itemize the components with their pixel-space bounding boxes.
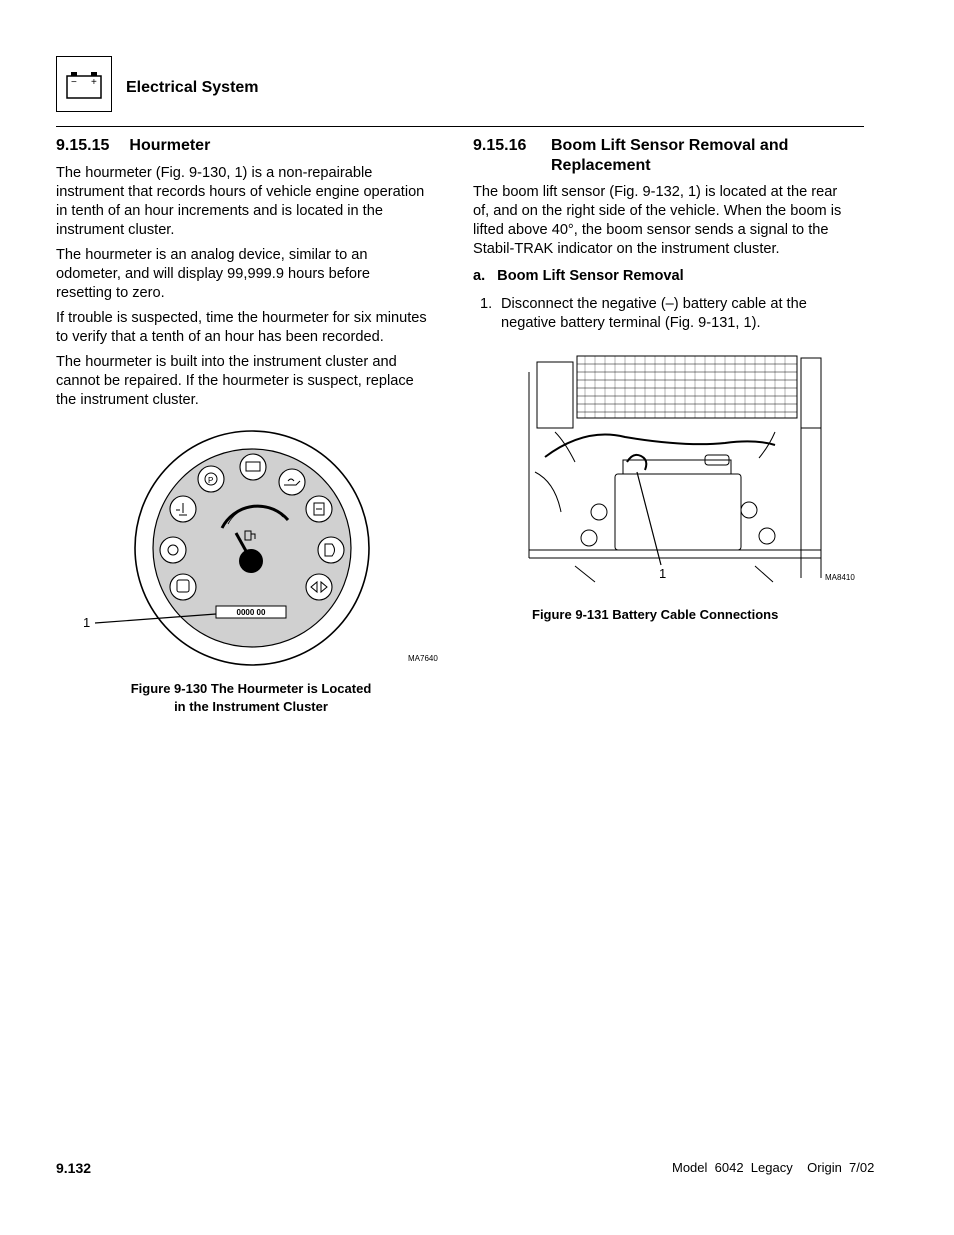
step-text	[501, 295, 861, 333]
mount-bolt-lower-left	[581, 530, 597, 546]
title-line: Replacement	[551, 157, 651, 174]
caption-line: Figure 9-130 The Hourmeter is Located	[130, 681, 372, 696]
text-line: Disconnect the negative (–) battery cable at the	[501, 296, 807, 312]
battery-minus-sign: −	[71, 77, 77, 88]
section-number: 9.15.16	[473, 137, 527, 154]
text-line: of, and on the right side of the vehicle. When the boom is	[473, 203, 842, 219]
page-number: 9.132	[56, 1160, 92, 1176]
model-origin: Model 6042 Legacy Origin 7/02	[672, 1160, 875, 1175]
park-brake-letter: P	[208, 476, 214, 485]
figure-caption-9-130	[96, 680, 406, 716]
frame-crossmember	[529, 550, 821, 558]
title-line: Boom Lift Sensor Removal and	[551, 137, 789, 154]
text-line: Stabil-TRAK indicator on the instrument cluster.	[473, 241, 780, 257]
instrument-cluster-figure	[70, 430, 460, 670]
boom-sensor-body	[473, 183, 873, 259]
paragraph	[56, 309, 456, 347]
text-line: instrument that records hours of vehicle engine operation	[56, 184, 425, 200]
text-line: If trouble is suspected, time the hourmeter for six minutes	[56, 310, 427, 326]
hourmeter-readout: 0000 00	[236, 608, 266, 617]
figure-code: MA8410	[825, 573, 855, 582]
left-frame-post	[537, 362, 573, 428]
mount-bolt-lower-right	[759, 528, 775, 544]
figure-caption-9-131: Figure 9-131 Battery Cable Connections	[532, 607, 779, 622]
mount-bolt-right	[741, 502, 757, 518]
text-line: lifted above 40°, the boom sensor sends a signal to the	[473, 222, 829, 238]
text-line: The hourmeter (Fig. 9-130, 1) is a non-repairable	[56, 165, 373, 181]
battery-body	[615, 474, 741, 550]
text-line: The boom lift sensor (Fig. 9-132, 1) is located at the rear	[473, 184, 838, 200]
text-line: resetting to zero.	[56, 285, 165, 301]
text-line: to verify that a tenth of an hour has been recorded.	[56, 329, 384, 345]
figure-code: MA7640	[408, 654, 438, 663]
text-line: instrument cluster.	[56, 222, 175, 238]
text-line: cannot be repaired. If the hourmeter is suspect, replace	[56, 373, 414, 389]
callout-number: 1	[83, 615, 91, 630]
header-rule	[56, 126, 864, 127]
mount-bolt-left	[591, 504, 607, 520]
text-line: in tenth of an hour increments and is located in the	[56, 203, 383, 219]
battery-cable-figure	[515, 352, 867, 586]
battery-icon	[57, 57, 111, 111]
subsection-letter: a.	[473, 268, 486, 284]
paragraph	[56, 353, 456, 410]
battery-top	[623, 460, 731, 474]
text-line: the instrument cluster.	[56, 392, 199, 408]
paragraph	[56, 164, 456, 240]
callout-number: 1	[659, 566, 667, 581]
subsection-title: Boom Lift Sensor Removal	[497, 268, 684, 284]
text-line: negative battery terminal (Fig. 9-131, 1).	[501, 315, 761, 331]
battery-plus-sign: +	[91, 77, 97, 88]
boom-sensor-title	[551, 136, 788, 176]
battery-cable	[545, 435, 775, 458]
gauge-hub	[239, 549, 263, 573]
section-number: 9.15.15	[56, 137, 110, 154]
paragraph	[56, 246, 456, 303]
step-number: 1.	[480, 296, 493, 312]
section-icon-box	[56, 56, 112, 112]
text-line: The hourmeter is an analog device, similar to an	[56, 247, 368, 263]
text-line: The hourmeter is built into the instrument cluster and	[56, 354, 397, 370]
caption-line: in the Instrument Cluster	[174, 699, 328, 714]
text-line: odometer, and will display 99,999.9 hours before	[56, 266, 370, 282]
harness-line	[535, 472, 561, 512]
section-title: Hourmeter	[129, 137, 211, 154]
cable-clamp	[627, 455, 646, 470]
radiator-core	[577, 356, 797, 418]
boom-sensor-heading	[473, 136, 526, 156]
header-title: Electrical System	[126, 79, 259, 96]
subsection-heading	[473, 267, 684, 286]
right-frame-post	[801, 358, 821, 428]
hourmeter-heading	[56, 136, 210, 156]
hourmeter-body	[56, 164, 456, 416]
callout-leader	[637, 472, 661, 565]
